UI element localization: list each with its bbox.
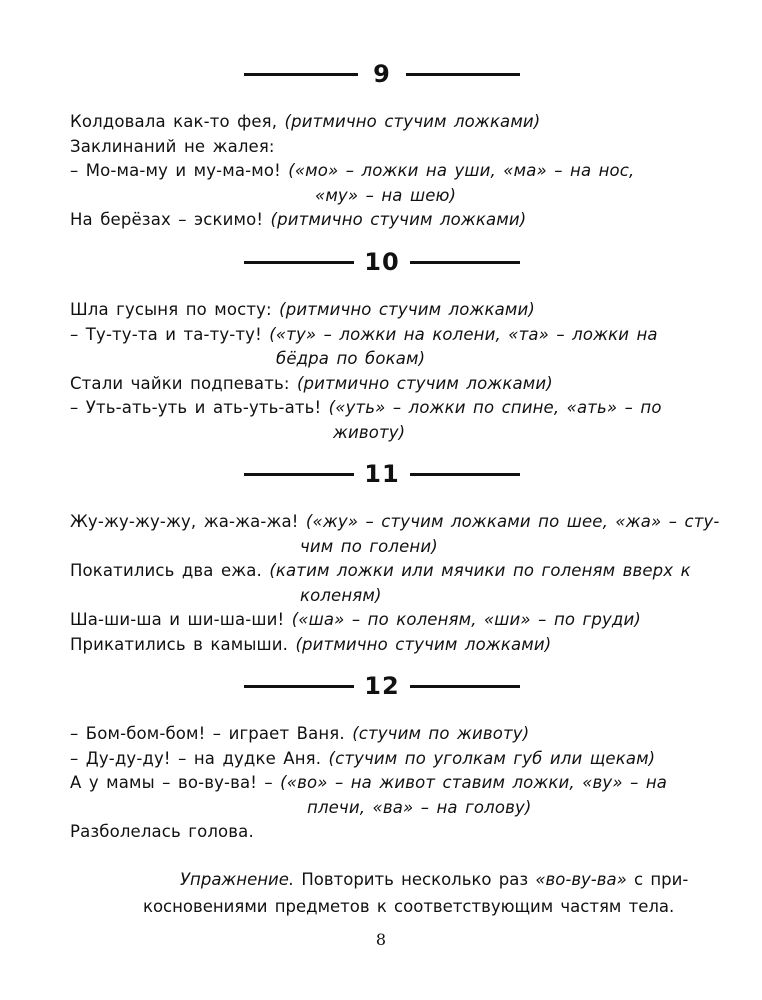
verse-line: Прикатились в камыши. (ритмично стучим ложками) [70, 634, 552, 654]
header-rule-right [410, 473, 520, 476]
header-rule-left [244, 261, 354, 264]
verse-line: – Ду-ду-ду! – на дудке Аня. (стучим по уголкам губ или щекам) [70, 748, 656, 768]
verse-line: – Ту-ту-та и та-ту-ту! («ту» – ложки на колени, «та» – ложки на [70, 324, 658, 344]
section-header-11 [0, 459, 762, 489]
verse-line: Разболелась голова. [70, 822, 254, 841]
verse-line-continuation: бёдра по бокам) [276, 349, 426, 368]
verse-line: Покатились два ежа. (катим ложки или мячики по голеням вверх к [70, 561, 691, 580]
verse-line: А у мамы – во-ву-ва! – («во» – на живот ставим ложки, «ву» – на [70, 773, 668, 792]
section-header-10 [0, 247, 762, 277]
section-header-9 [0, 59, 762, 89]
verse-line-continuation: коленям) [300, 585, 382, 605]
verse-line: – Бом-бом-бом! – играет Ваня. (стучим по животу) [70, 724, 530, 743]
verse-line: Заклинаний не жалея: [70, 136, 275, 156]
verse-line-continuation: чим по голени) [300, 536, 438, 556]
verse-line: – Уть-ать-уть и ать-уть-ать! («уть» – ложки по спине, «ать» – по [70, 398, 662, 417]
verse-line-continuation: плечи, «ва» – на голову) [307, 797, 532, 817]
verse-line: Ша-ши-ша и ши-ша-ши! («ша» – по коленям, «ши» – по груди) [70, 610, 641, 629]
verse-line-continuation: «му» – на шею) [315, 185, 457, 205]
verse-section-10 [70, 298, 720, 445]
verse-line: Колдовала как-то фея, (ритмично стучим ложками) [70, 112, 541, 131]
verse-line: Стали чайки подпевать: (ритмично стучим ложками) [70, 373, 553, 393]
header-rule-right [410, 261, 520, 264]
verse-section-11 [70, 510, 720, 657]
verse-line: Шла гусыня по мосту: (ритмично стучим ложками) [70, 300, 535, 319]
header-rule-right [410, 685, 520, 688]
header-rule-left [244, 73, 358, 76]
header-rule-right [406, 73, 520, 76]
exercise-line-1: Упражнение. Повторить несколько раз «во-ву-ва» с при- [180, 870, 689, 889]
header-rule-left [244, 473, 354, 476]
verse-section-12 [70, 722, 720, 845]
section-number: 10 [364, 248, 400, 276]
section-number: 9 [373, 60, 391, 88]
section-number: 12 [364, 672, 400, 700]
exercise-line-2: косновениями предметов к соответствующим частям тела. [143, 897, 675, 916]
exercise-paragraph [143, 866, 720, 920]
page-number: 8 [375, 930, 387, 949]
verse-line: На берёзах – эскимо! (ритмично стучим ложками) [70, 210, 527, 229]
verse-line: Жу-жу-жу-жу, жа-жа-жа! («жу» – стучим ложками по шее, «жа» – сту- [70, 512, 720, 531]
header-rule-left [244, 685, 354, 688]
verse-section-9 [70, 110, 720, 233]
verse-line-continuation: животу) [333, 422, 406, 442]
section-header-12 [0, 671, 762, 701]
verse-line: – Мо-ма-му и му-ма-мо! («мо» – ложки на уши, «ма» – на нос, [70, 161, 635, 180]
section-number: 11 [364, 460, 400, 488]
